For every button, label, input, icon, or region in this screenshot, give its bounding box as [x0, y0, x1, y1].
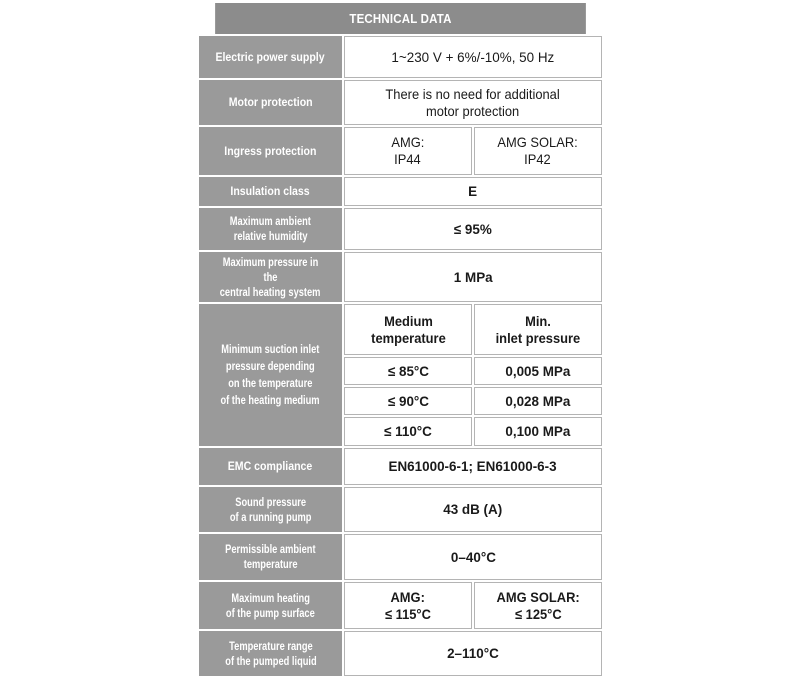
ambient-label-line-2: temperature: [243, 557, 298, 571]
ambient-value-text: 0–40°C: [450, 548, 496, 565]
suction-row-pressure: [474, 357, 602, 385]
suction-label: [199, 304, 342, 446]
suction-col1-line-2: temperature: [370, 329, 446, 346]
heating-solar-value: [474, 582, 602, 629]
suction-label-line-3: on the temperature: [228, 376, 313, 390]
suction-label-line-1: Minimum suction inlet: [221, 342, 320, 356]
heating-label-line-2: of the pump surface: [226, 605, 315, 620]
motor-value: [344, 80, 602, 125]
heating-label: [199, 582, 342, 629]
ingress-amg-value: [344, 127, 472, 175]
insulation-value-text: E: [468, 183, 478, 199]
suction-row-1-temp: ≤ 85°C: [387, 362, 429, 379]
pressure-label: [199, 252, 342, 302]
ingress-amg-line-2: IP44: [394, 151, 422, 167]
heating-amg-value: [344, 582, 472, 629]
range-label-line-1: Temperature range: [228, 638, 313, 653]
suction-row-pressure: [474, 387, 602, 415]
insulation-label: [199, 177, 342, 206]
suction-col2-line-2: inlet pressure: [495, 329, 581, 346]
insulation-label-text: Insulation class: [230, 184, 311, 198]
emc-value-text: EN61000-6-1; EN61000-6-3: [388, 458, 558, 474]
suction-row-2-pressure: 0,028 MPa: [505, 392, 571, 409]
ingress-amg-line-1: AMG:: [391, 134, 425, 150]
pressure-value-text: 1 MPa: [453, 268, 493, 285]
pressure-label-line-2: central heating system: [220, 284, 321, 299]
heating-solar-line-1: AMG SOLAR:: [496, 588, 580, 605]
ingress-label-text: Ingress protection: [224, 143, 317, 158]
humidity-value-text: ≤ 95%: [453, 220, 493, 237]
power-label-text: Electric power supply: [215, 49, 326, 64]
ambient-label: [199, 534, 342, 580]
suction-row-3-temp: ≤ 110°C: [384, 423, 432, 439]
humidity-label: [199, 208, 342, 250]
ambient-label-line-1: Permissible ambient: [225, 542, 316, 556]
insulation-value: [344, 177, 602, 206]
power-label: [199, 36, 342, 78]
heating-amg-line-2: ≤ 115°C: [385, 605, 431, 622]
suction-row-pressure: [474, 417, 602, 446]
emc-value: [344, 448, 602, 485]
range-value-text: 2–110°C: [447, 645, 499, 661]
table-title-text: TECHNICAL DATA: [349, 11, 452, 26]
technical-data-table: [199, 3, 598, 668]
ingress-solar-line-1: AMG SOLAR:: [497, 134, 579, 150]
suction-col-temperature-header: [344, 304, 472, 355]
suction-row-temp: [344, 387, 472, 415]
range-label-line-2: of the pumped liquid: [224, 653, 317, 668]
sound-value: [344, 487, 602, 532]
humidity-value: [344, 208, 602, 250]
heating-solar-line-2: ≤ 125°C: [514, 605, 562, 622]
range-label: [199, 631, 342, 676]
sound-label-line-1: Sound pressure: [235, 494, 306, 509]
motor-value-line-1: There is no need for additional: [385, 85, 561, 102]
suction-row-temp: [344, 417, 472, 446]
suction-col2-line-1: Min.: [525, 312, 551, 329]
suction-row-2-temp: ≤ 90°C: [387, 392, 429, 409]
ambient-value: [344, 534, 602, 580]
emc-label: [199, 448, 342, 485]
suction-row-1-pressure: 0,005 MPa: [505, 362, 571, 379]
range-value: [344, 631, 602, 676]
emc-label-text: EMC compliance: [228, 459, 313, 473]
suction-label-line-4: of the heating medium: [220, 393, 321, 407]
power-value: [344, 36, 602, 78]
power-value-text: 1~230 V + 6%/-10%, 50 Hz: [391, 48, 555, 65]
motor-value-line-2: motor protection: [426, 102, 520, 119]
pressure-value: [344, 252, 602, 302]
suction-col-pressure-header: [474, 304, 602, 355]
humidity-label-line-2: relative humidity: [233, 229, 308, 243]
ingress-solar-value: [474, 127, 602, 175]
ingress-label: [199, 127, 342, 175]
suction-col1-line-1: Medium: [383, 312, 433, 329]
suction-label-line-2: pressure depending: [226, 359, 315, 373]
ingress-solar-line-2: IP42: [524, 151, 552, 167]
heating-amg-line-1: AMG:: [390, 588, 426, 605]
sound-label: [199, 487, 342, 532]
table-title: [215, 3, 586, 34]
sound-label-line-2: of a running pump: [229, 509, 312, 524]
pressure-label-line-1: Maximum pressure in the: [222, 254, 319, 284]
sound-value-text: 43 dB (A): [443, 501, 503, 517]
suction-row-3-pressure: 0,100 MPa: [505, 423, 571, 439]
motor-label-text: Motor protection: [228, 95, 313, 109]
motor-label: [199, 80, 342, 125]
suction-row-temp: [344, 357, 472, 385]
humidity-label-line-1: Maximum ambient: [229, 214, 312, 228]
heating-label-line-1: Maximum heating: [231, 590, 310, 605]
